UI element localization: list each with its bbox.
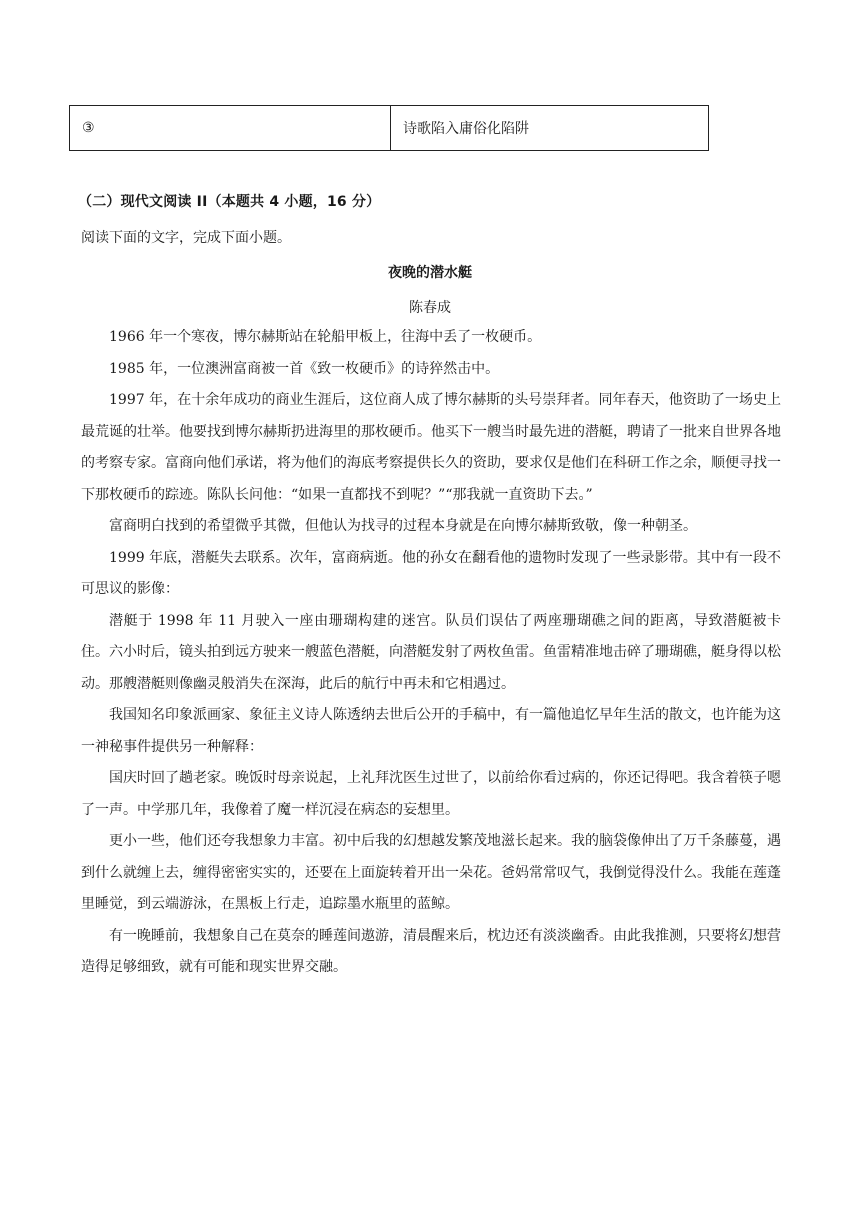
paragraph: 更小一些，他们还夸我想象力丰富。初中后我的幻想越发繁茂地滋长起来。我的脑袋像伸出了万千条藤蔓，遇到什么就缠上去，缠得密密实实的，还要在上面旋转着开出一朵花。爸妈常常叹气，我倒觉得没什么。我能在莲蓬里睡觉，到云端游泳，在黑板上行走，追踪墨水瓶里的蓝鲸。 (81, 833, 781, 912)
section-heading: （二）现代文阅读 II（本题共 4 小题，16 分） (78, 194, 381, 210)
article-body (81, 322, 781, 984)
table-cell-number: ③ (70, 106, 391, 151)
article-title: 夜晚的潜水艇 (388, 265, 472, 281)
paragraph: 1966 年一个寒夜，博尔赫斯站在轮船甲板上，往海中丢了一枚硬币。 (109, 329, 542, 345)
article-author: 陈春成 (409, 300, 451, 316)
paragraph: 1999 年底，潜艇失去联系。次年，富商病逝。他的孙女在翻看他的遗物时发现了一些录影带。其中有一段不可思议的影像： (81, 549, 781, 597)
paragraph: 1997 年，在十余年成功的商业生涯后，这位商人成了博尔赫斯的头号崇拜者。同年春天，他资助了一场史上最荒诞的壮举。他要找到博尔赫斯扔进海里的那枚硬币。他买下一艘当时最先进的潜艇，聘请了一批来自世界各地的考察专家。富商向他们承诺，将为他们的海底考察提供长久的资助，要求仅是他们在科研工作之余，顺便寻找一下那枚硬币的踪迹。陈队长问他：“如果一直都找不到呢？”“那我就一直资助下去。” (81, 392, 781, 503)
table-cell-text: 诗歌陷入庸俗化陷阱 (391, 106, 709, 151)
paragraph: 我国知名印象派画家、象征主义诗人陈透纳去世后公开的手稿中，有一篇他追忆早年生活的散文，也许能为这一神秘事件提供另一种解释： (81, 707, 781, 755)
paragraph: 国庆时回了趟老家。晚饭时母亲说起，上礼拜沈医生过世了，以前给你看过病的，你还记得吧。我含着筷子嗯了一声。中学那几年，我像着了魔一样沉浸在病态的妄想里。 (81, 770, 781, 818)
paragraph: 有一晚睡前，我想象自己在莫奈的睡莲间遨游，清晨醒来后，枕边还有淡淡幽香。由此我推测，只要将幻想营造得足够细致，就有可能和现实世界交融。 (81, 927, 781, 975)
table-row (70, 106, 709, 151)
paragraph: 1985 年，一位澳洲富商被一首《致一枚硬币》的诗猝然击中。 (109, 360, 500, 377)
instruction-text: 阅读下面的文字，完成下面小题。 (81, 230, 291, 246)
paragraph: 富商明白找到的希望微乎其微，但他认为找寻的过程本身就是在向博尔赫斯致敬，像一种朝圣。 (109, 518, 697, 534)
answer-table (69, 105, 709, 151)
paragraph: 潜艇于 1998 年 11 月驶入一座由珊瑚构建的迷宫。队员们误估了两座珊瑚礁之间的距离，导致潜艇被卡住。六小时后，镜头拍到远方驶来一艘蓝色潜艇，向潜艇发射了两枚鱼雷。鱼雷精准地击碎了珊瑚礁，艇身得以松动。那艘潜艇则像幽灵般消失在深海，此后的航行中再未和它相遇过。 (81, 612, 781, 692)
